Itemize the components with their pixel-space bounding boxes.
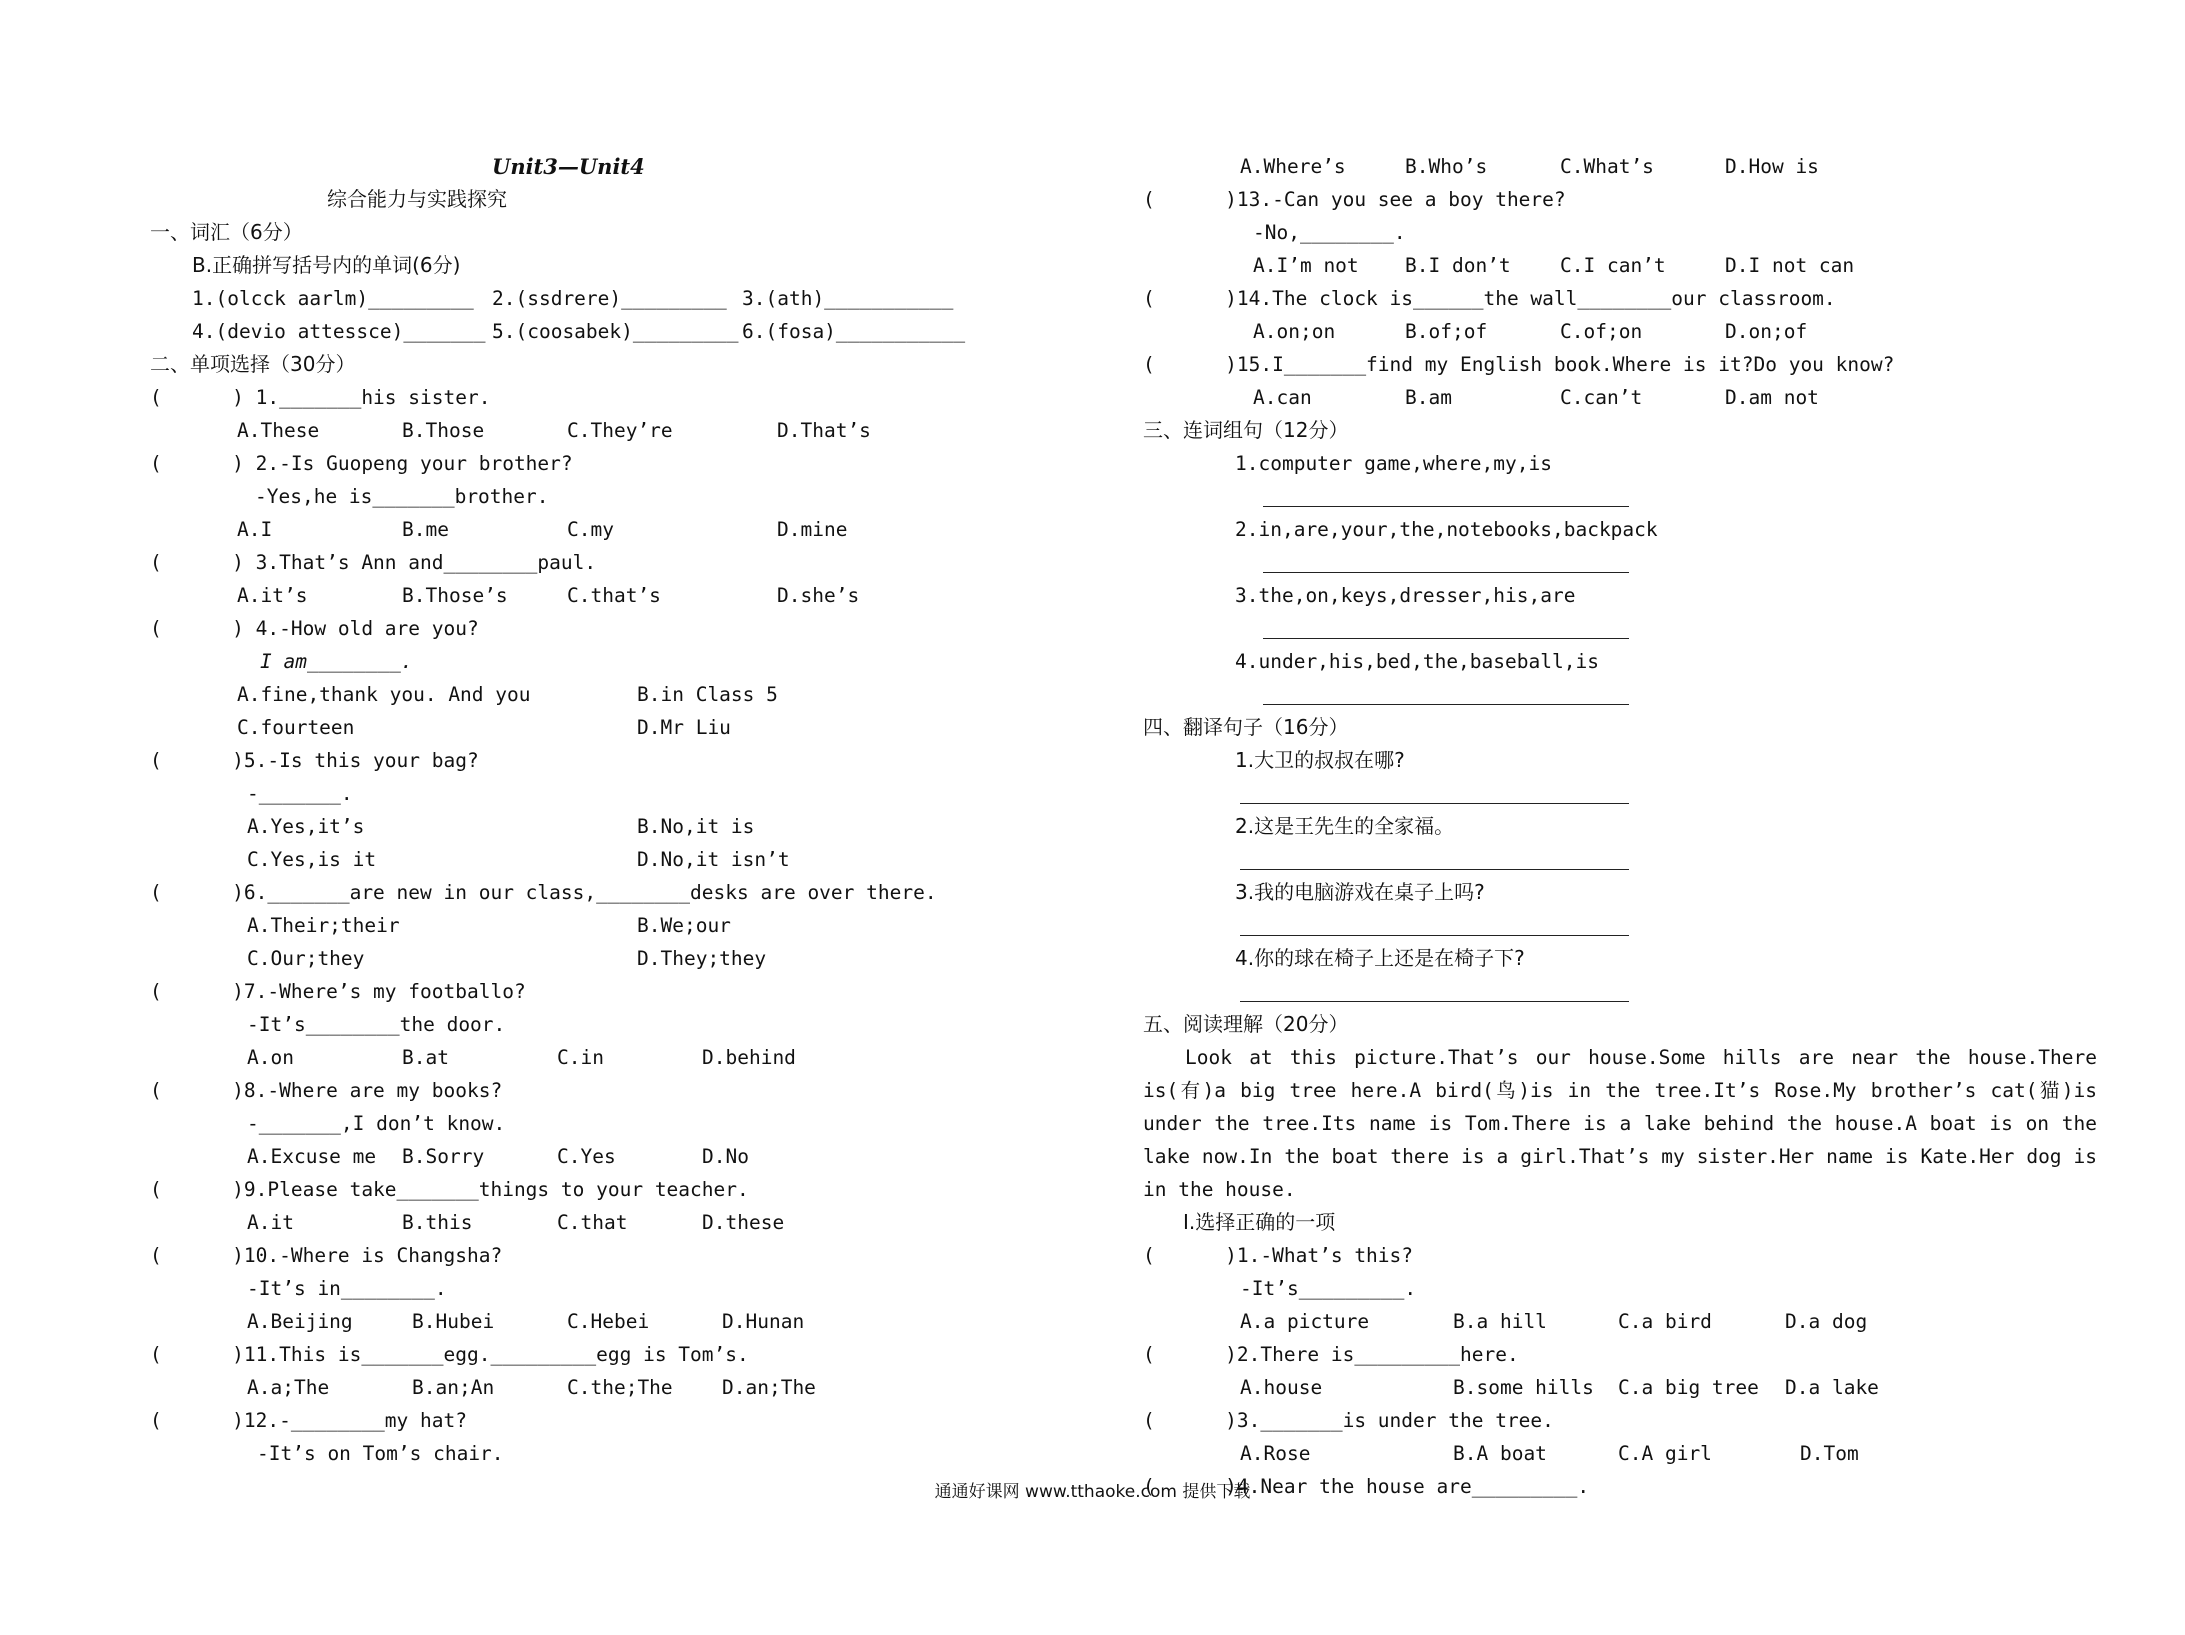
option: C.in [557, 1046, 604, 1069]
translation-item: 4.你的球在椅子上还是在椅子下? [1235, 946, 1525, 970]
question: ( )5.-Is this your bag? [150, 749, 479, 772]
question-line: -It’s_________. [1240, 1277, 1417, 1300]
question: ( )2.There is_________here. [1143, 1343, 1519, 1366]
option: C.They’re [567, 419, 673, 442]
translation-item: 3.我的电脑游戏在桌子上吗? [1235, 880, 1485, 904]
question: ( )11.This is_______egg._________egg is Tom’s. [150, 1343, 749, 1366]
vocab-item: 2.(ssdrere)_________ [492, 287, 727, 310]
option: A.a picture [1240, 1310, 1370, 1333]
option: B.at [402, 1046, 449, 1069]
option: C.a big tree [1618, 1376, 1759, 1399]
option: B.an;An [412, 1376, 495, 1399]
option: A.Rose [1240, 1442, 1311, 1465]
word-order-item: 3.the,on,keys,dresser,his,are [1235, 584, 1576, 607]
option: C.my [567, 518, 614, 541]
option: A.on;on [1253, 320, 1336, 343]
option: B.this [402, 1211, 473, 1234]
section1-sub: B.正确拼写括号内的单词(6分) [192, 253, 461, 277]
option: A.on [247, 1046, 294, 1069]
option: B.I don’t [1405, 254, 1511, 277]
option: D.Hunan [722, 1310, 805, 1333]
option: C.Yes,is it [247, 848, 377, 871]
answer-line [1240, 803, 1629, 804]
option: A.Beijing [247, 1310, 353, 1333]
question: ( )4.Near the house are_________. [1143, 1475, 1590, 1498]
section5-sub: Ⅰ.选择正确的一项 [1183, 1210, 1336, 1234]
option: D.she’s [777, 584, 860, 607]
option: B.Those’s [402, 584, 508, 607]
option: D.That’s [777, 419, 871, 442]
option: D.How is [1725, 155, 1819, 178]
answer-line [1263, 572, 1629, 573]
option: A.house [1240, 1376, 1323, 1399]
translation-item: 2.这是王先生的全家福。 [1235, 814, 1455, 838]
option: B.Sorry [402, 1145, 485, 1168]
section4-heading: 四、翻译句子（16分） [1143, 715, 1349, 739]
question-line: I am________. [260, 650, 413, 673]
option: B.a hill [1453, 1310, 1547, 1333]
option: B.of;of [1405, 320, 1488, 343]
option: B.me [402, 518, 449, 541]
question-line: -_______. [247, 782, 353, 805]
option: D.these [702, 1211, 785, 1234]
section3-heading: 三、连词组句（12分） [1143, 418, 1349, 442]
question: ( )10.-Where is Changsha? [150, 1244, 503, 1267]
option: C.I can’t [1560, 254, 1666, 277]
option: D.mine [777, 518, 848, 541]
option: C.can’t [1560, 386, 1643, 409]
answer-line [1263, 506, 1629, 507]
question: ( ) 2.-Is Guopeng your brother? [150, 452, 573, 475]
option: C.Yes [557, 1145, 616, 1168]
option: B.A boat [1453, 1442, 1547, 1465]
answer-line [1263, 638, 1629, 639]
option: A.can [1253, 386, 1312, 409]
question-line: -_______,I don’t know. [247, 1112, 506, 1135]
option: B.Hubei [412, 1310, 495, 1333]
option: D.a dog [1785, 1310, 1868, 1333]
option: D.on;of [1725, 320, 1808, 343]
option: D.a lake [1785, 1376, 1879, 1399]
question: ( ) 3.That’s Ann and________paul. [150, 551, 597, 574]
option: D.Mr Liu [637, 716, 731, 739]
section2-heading: 二、单项选择（30分） [150, 352, 356, 376]
option: A.Yes,it’s [247, 815, 365, 838]
option: D.No [702, 1145, 749, 1168]
word-order-item: 2.in,are,your,the,notebooks,backpack [1235, 518, 1658, 541]
answer-line [1240, 1001, 1629, 1002]
question: ( )1.-What’s this? [1143, 1244, 1414, 1267]
question-line: -It’s________the door. [247, 1013, 506, 1036]
option: C.A girl [1618, 1442, 1712, 1465]
question-line: -It’s in________. [247, 1277, 447, 1300]
left-column [150, 150, 1140, 1470]
option: A.Where’s [1240, 155, 1346, 178]
option: B.in Class 5 [637, 683, 778, 706]
question: ( )15.I_______find my English book.Where is it?Do you know? [1143, 353, 1895, 376]
option: A.fine,thank you. And you [237, 683, 531, 706]
answer-line [1263, 704, 1629, 705]
answer-line [1240, 869, 1629, 870]
option: C.that’s [567, 584, 661, 607]
question: ( )12.-________my hat? [150, 1409, 467, 1432]
question: ( )7.-Where’s my footballo? [150, 980, 526, 1003]
option: D.am not [1725, 386, 1819, 409]
option: A.Their;their [247, 914, 400, 937]
word-order-item: 1.computer game,where,my,is [1235, 452, 1552, 475]
option: C.that [557, 1211, 628, 1234]
question: ( )6._______are new in our class,________desks are over there. [150, 881, 937, 904]
footer-credit: 通通好课网 www.tthaoke.com 提供下载 [934, 1482, 1251, 1502]
question: ( )8.-Where are my books? [150, 1079, 503, 1102]
vocab-item: 5.(coosabek)_________ [492, 320, 739, 343]
question-line: -No,________. [1253, 221, 1406, 244]
page-title: Unit3—Unit4 [492, 154, 645, 179]
question-line: -Yes,he is_______brother. [255, 485, 549, 508]
translation-item: 1.大卫的叔叔在哪? [1235, 748, 1405, 772]
option: D.Tom [1800, 1442, 1859, 1465]
option: A.I’m not [1253, 254, 1359, 277]
option: C.of;on [1560, 320, 1643, 343]
question: ( ) 4.-How old are you? [150, 617, 479, 640]
vocab-item: 4.(devio attessce)_______ [192, 320, 486, 343]
vocab-item: 3.(ath)___________ [742, 287, 954, 310]
right-column [1143, 150, 2133, 1503]
question: ( )9.Please take_______things to your teacher. [150, 1178, 749, 1201]
option: B.Who’s [1405, 155, 1488, 178]
option: B.Those [402, 419, 485, 442]
option: D.an;The [722, 1376, 816, 1399]
option: B.some hills [1453, 1376, 1594, 1399]
option: A.a;The [247, 1376, 330, 1399]
option: C.Our;they [247, 947, 365, 970]
vocab-item: 1.(olcck aarlm)_________ [192, 287, 474, 310]
question: ( )14.The clock is______the wall________our classroom. [1143, 287, 1836, 310]
option: C.What’s [1560, 155, 1654, 178]
option: D.behind [702, 1046, 796, 1069]
reading-passage: Look at this picture.That’s our house.Some hills are near the house.There is(有)a big tree here.A bird(鸟)is in the tree.It’s Rose.My brother’s cat(猫)is under the tree.Its name is Tom.There is a lake behind the house.A boat is on the lake now.In the boat there is a girl.That’s my sister.Her name is Kate.Her dog is in the house. [1143, 1046, 2097, 1201]
option: A.I [237, 518, 273, 541]
option: B.We;our [637, 914, 731, 937]
option: B.No,it is [637, 815, 755, 838]
word-order-item: 4.under,his,bed,the,baseball,is [1235, 650, 1599, 673]
option: A.These [237, 419, 320, 442]
option: C.fourteen [237, 716, 355, 739]
option: D.No,it isn’t [637, 848, 790, 871]
vocab-item: 6.(fosa)___________ [742, 320, 966, 343]
question: ( )13.-Can you see a boy there? [1143, 188, 1566, 211]
option: C.the;The [567, 1376, 673, 1399]
option: C.a bird [1618, 1310, 1712, 1333]
question-line: -It’s on Tom’s chair. [257, 1442, 504, 1465]
option: D.I not can [1725, 254, 1855, 277]
answer-line [1240, 935, 1629, 936]
option: A.it [247, 1211, 294, 1234]
question: ( )3._______is under the tree. [1143, 1409, 1554, 1432]
option: C.Hebei [567, 1310, 650, 1333]
option: B.am [1405, 386, 1452, 409]
section1-heading: 一、词汇（6分） [150, 220, 303, 244]
option: D.They;they [637, 947, 767, 970]
question: ( ) 1._______his sister. [150, 386, 491, 409]
option: A.it’s [237, 584, 308, 607]
page-subtitle: 综合能力与实践探究 [327, 187, 507, 211]
section5-heading: 五、阅读理解（20分） [1143, 1012, 1349, 1036]
option: A.Excuse me [247, 1145, 377, 1168]
